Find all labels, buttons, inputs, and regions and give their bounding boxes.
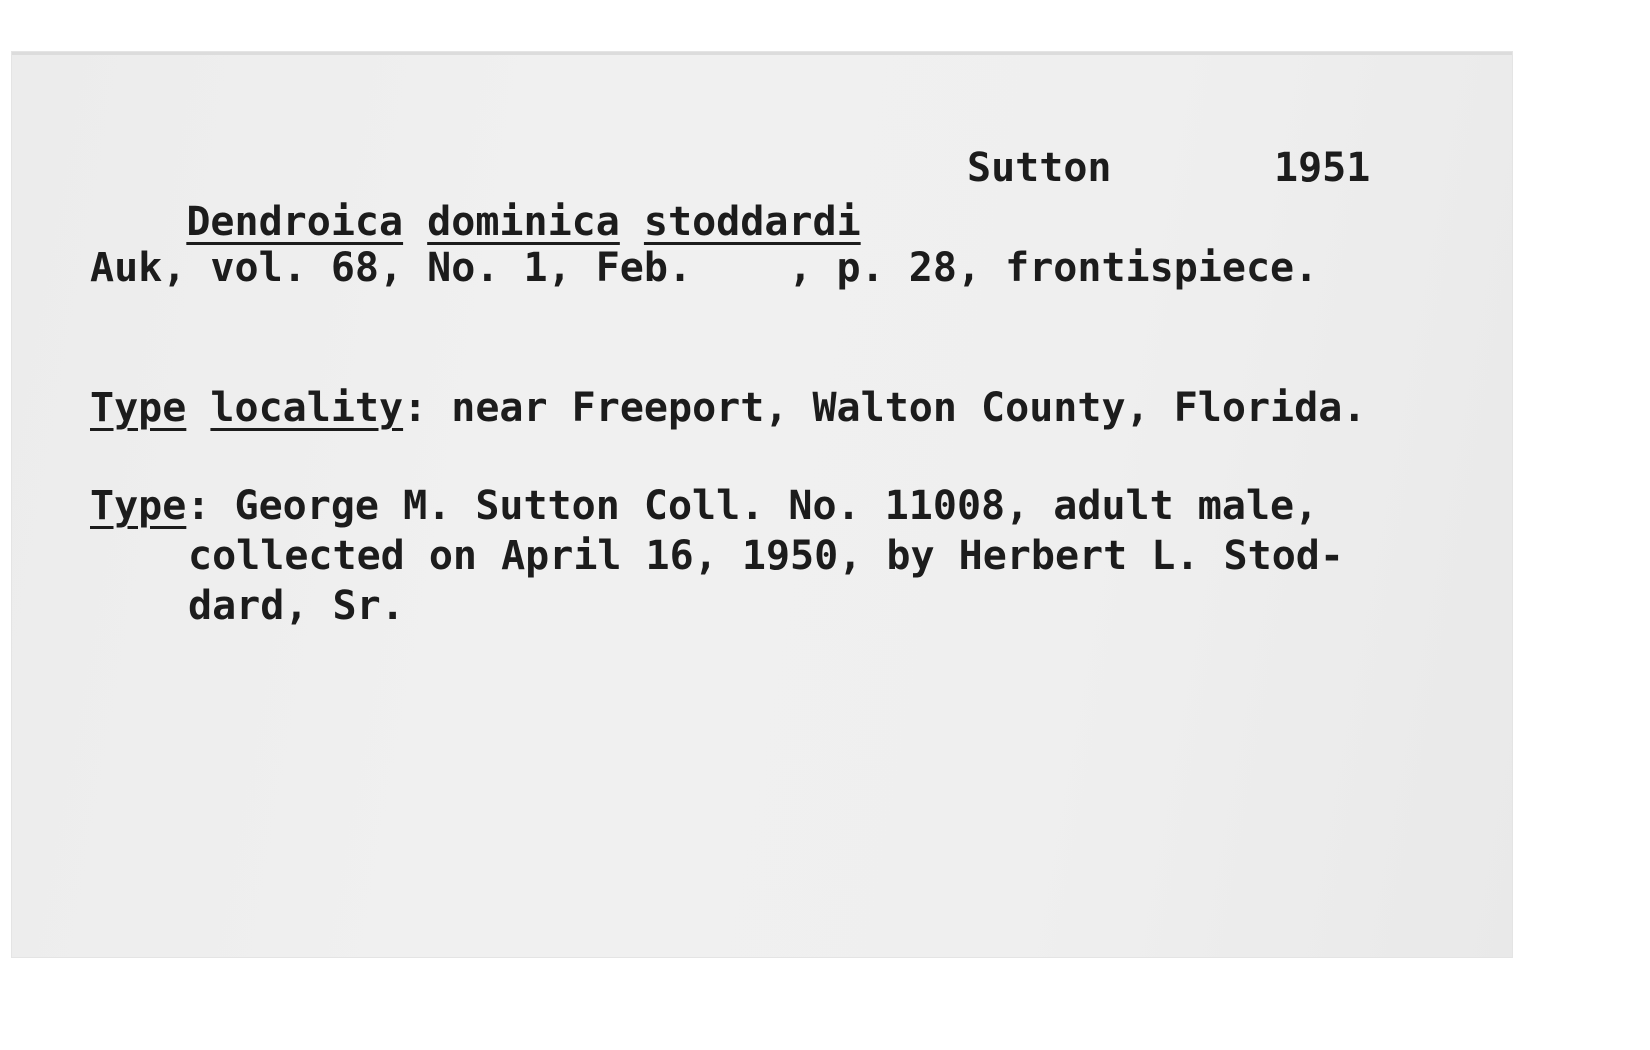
type-locality-value: : near Freeport, Walton County, Florida. [403,385,1367,431]
type-label: Type [90,483,187,529]
type-line-1 [90,480,1318,532]
type-locality-label-locality: locality [210,385,404,431]
type-line-3: dard, Sr. [188,583,405,629]
citation-line: Auk, vol. 68, No. 1, Feb. , p. 28, frontispiece. [90,245,1319,291]
species-name: dominica [427,199,620,245]
type-line-2: collected on April 16, 1950, by Herbert L. Stod- [188,533,1344,579]
publication-year: 1951 [1274,145,1371,191]
genus-name: Dendroica [186,199,404,245]
type-locality-line [90,382,1366,434]
subspecies-name: stoddardi [643,199,861,245]
type-value-line1: : George M. Sutton Coll. No. 11008, adult male, [186,483,1319,529]
type-locality-label-type: Type [90,385,187,431]
index-card [12,52,1512,957]
author-name: Sutton [967,145,1112,191]
